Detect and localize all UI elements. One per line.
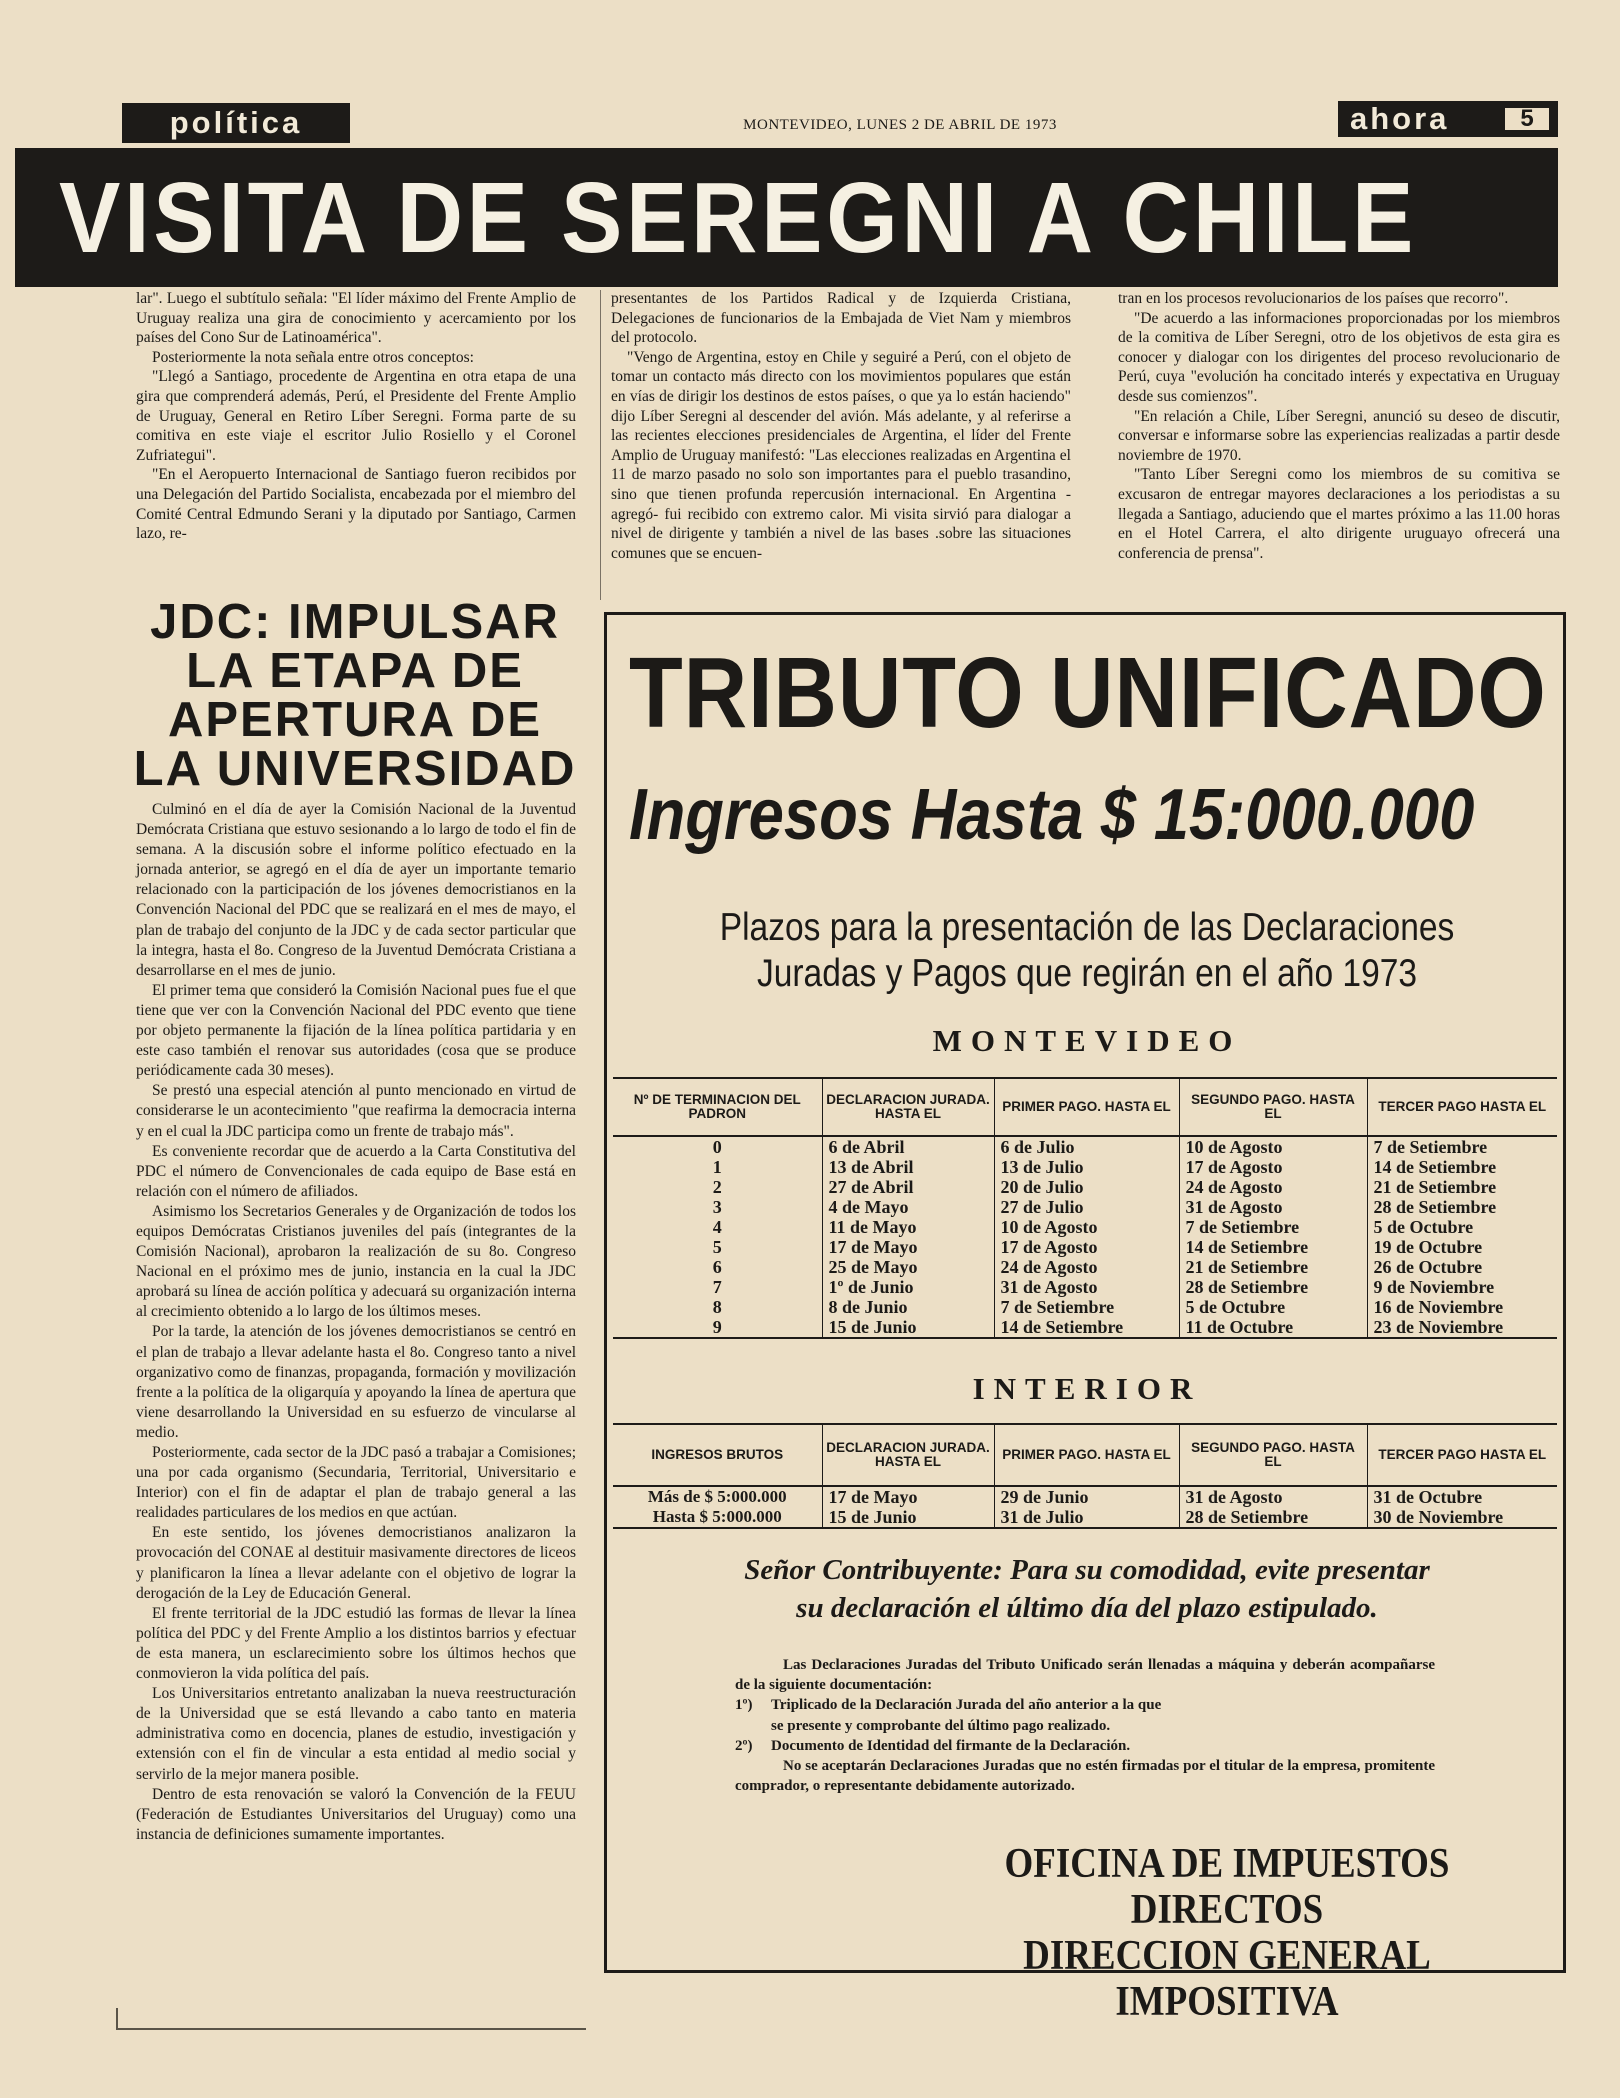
tax-advertisement: [604, 612, 1566, 2025]
table-cell: 24 de Agosto: [994, 1257, 1179, 1277]
table-cell: 7 de Setiembre: [1367, 1136, 1557, 1157]
table-row: [613, 1317, 1557, 1338]
docs-item: [735, 1736, 1435, 1756]
table-row: [613, 1297, 1557, 1317]
jdc-paragraph: Se prestó una especial atención al punto mencionado en virtud de considerarse le un acontecimiento "que reafirma la democracia interna y en el cual la JDC participa como un frente de trabajo más".: [136, 1082, 576, 1140]
table-cell: 17 de Agosto: [1179, 1157, 1367, 1177]
table-cell: 13 de Julio: [994, 1157, 1179, 1177]
jdc-paragraph: El frente territorial de la JDC estudió las formas de llevar la línea política del PDC y del Frente Amplio a los distintos barrios y efectuar de esta manera, un esclarecimiento sobre los últimos hechos que conmovieron la vida política del país.: [136, 1604, 576, 1683]
table-cell: 14 de Setiembre: [1367, 1157, 1557, 1177]
table-cell: 8 de Junio: [822, 1297, 994, 1317]
table-cell: 21 de Setiembre: [1367, 1177, 1557, 1197]
table-cell: 15 de Junio: [822, 1507, 994, 1528]
table-cell: 20 de Julio: [994, 1177, 1179, 1197]
table-cell: 19 de Octubre: [1367, 1237, 1557, 1257]
office-line: OFICINA DE IMPUESTOS DIRECTOS: [1004, 1841, 1450, 1933]
jdc-paragraph: El primer tema que consideró la Comisión Nacional pues fue el que tiene que ver con la Convención Nacional del PDC evento que tiene por objeto permanente la fijación de la línea política partidaria y en este caso también el renovar sus autoridades (cosa que se produce periódicamente cada 30 meses).: [136, 981, 576, 1080]
table-cell: 1: [712, 1157, 722, 1177]
article-paragraph: lar". Luego el subtítulo señala: "El líder máximo del Frente Amplio de Uruguay realiza una gira de conocimiento y acercamiento por los países del Cono Sur de Latinoamérica".: [136, 290, 576, 347]
jdc-headline-line: LA ETAPA DE: [186, 644, 524, 698]
ad-income-limit: Ingresos Hasta $ 15:000.000: [629, 775, 1475, 855]
table-row: [613, 1157, 1557, 1177]
jdc-headline: [120, 595, 590, 796]
table-cell: 27 de Abril: [822, 1177, 994, 1197]
table-row: [613, 1197, 1557, 1217]
jdc-headline-line: JDC: IMPULSAR: [150, 595, 560, 649]
docs-item-number: 2º): [735, 1737, 753, 1754]
article-column-1: [136, 289, 576, 544]
docs-item-text: Documento de Identidad del firmante de la Declaración.: [771, 1737, 1131, 1754]
table-cell: 31 de Agosto: [1179, 1486, 1367, 1507]
table-cell: 21 de Setiembre: [1179, 1257, 1367, 1277]
table-cell: 11 de Mayo: [822, 1217, 994, 1237]
interior-schedule-table: [613, 1423, 1557, 1529]
table-cell: 10 de Agosto: [1179, 1136, 1367, 1157]
docs-item-continuation: se presente y comprobante del último pago realizado.: [771, 1717, 1111, 1734]
table-cell: 5 de Octubre: [1179, 1297, 1367, 1317]
table-cell: Más de $ 5:000.000: [647, 1487, 787, 1506]
taxpayer-advice: [647, 1551, 1527, 1627]
table-cell: 28 de Setiembre: [1367, 1197, 1557, 1217]
table-cell: 5 de Octubre: [1367, 1217, 1557, 1237]
table-row: [613, 1136, 1557, 1157]
table-cell: 14 de Setiembre: [994, 1317, 1179, 1338]
table-cell: 15 de Junio: [822, 1317, 994, 1338]
page-number: 5: [1502, 105, 1552, 133]
table-cell: 27 de Julio: [994, 1197, 1179, 1217]
table-cell: 5: [712, 1237, 722, 1257]
jdc-paragraph: Es conveniente recordar que de acuerdo a la Carta Constitutiva del PDC el número de Convencionales de cada equipo de Base está en relación con el número de afiliados.: [136, 1142, 576, 1200]
column-rule: [600, 290, 601, 600]
column-header: PRIMER PAGO. HASTA EL: [994, 1078, 1179, 1136]
docs-item-text: Triplicado de la Declaración Jurada del año anterior a la que: [771, 1697, 1162, 1714]
table-cell: 4 de Mayo: [822, 1197, 994, 1217]
table-cell: 28 de Setiembre: [1179, 1507, 1367, 1528]
table-cell: 6 de Julio: [994, 1136, 1179, 1157]
advice-line: su declaración el último día del plazo estipulado.: [796, 1592, 1378, 1624]
table-row: [613, 1257, 1557, 1277]
column-header: PRIMER PAGO. HASTA EL: [994, 1424, 1179, 1486]
table-cell: 16 de Noviembre: [1367, 1297, 1557, 1317]
column-header: TERCER PAGO HASTA EL: [1367, 1424, 1557, 1486]
table-cell: 8: [712, 1297, 722, 1317]
office-line: DIRECCION GENERAL IMPOSITIVA: [1023, 1933, 1431, 2025]
jdc-paragraph: En este sentido, los jóvenes democristianos analizaron la provocación del CONAE al destituir masivamente directores de liceos y planificaron la línea a llevar adelante con el objetivo de lograr la derogación de la Ley de Educación General.: [136, 1524, 576, 1602]
table-cell: 30 de Noviembre: [1367, 1507, 1557, 1528]
article-paragraph: "Vengo de Argentina, estoy en Chile y seguiré a Perú, con el objeto de tomar un contacto más directo con los movimientos populares que están en vías de dirigir los destinos de estos países, o que ya lo están haciendo" dijo Líber Seregni al descender del avión. Más adelante, y al referirse a las recientes elecciones presidenciales de Argentina, el líder del Frente Amplio de Uruguay manifestó: "Las elecciones realizadas en Argentina el 11 de marzo pasado no solo son importantes para el pueblo trasandino, sino que tienen profunda repercusión internacional. En Argentina -agregó- fui recibido con extremo calor. Mi visita sirvió para dialogar a nivel de dirigente y también a nivel de las bases .sobre las situaciones comunes que se encuen-: [611, 348, 1071, 562]
table-cell: 25 de Mayo: [822, 1257, 994, 1277]
table-cell: 11 de Octubre: [1179, 1317, 1367, 1338]
issuing-office: [945, 1841, 1508, 2025]
table-cell: 9 de Noviembre: [1367, 1277, 1557, 1297]
article-paragraph: "De acuerdo a las informaciones proporcionadas por los miembros de la comitiva de Líber Seregni, otro de los objetivos de esta gira es conocer y dialogar con los dirigentes del proceso revolucionario de Perú, cuya "evolución ha concitado interés y expectativa en Uruguay desde sus comienzos".: [1118, 309, 1560, 405]
table-cell: 31 de Agosto: [1179, 1197, 1367, 1217]
column-header: Nº DE TERMINACION DEL PADRON: [613, 1078, 822, 1136]
table-header-row: [613, 1424, 1557, 1486]
column-header: DECLARACION JURADA. HASTA EL: [822, 1424, 994, 1486]
docs-note: No se aceptarán Declaraciones Juradas que no estén firmadas por el titular de la empresa, promitente comprador, o representante debidamente autorizado.: [735, 1758, 1435, 1795]
table-cell: 31 de Agosto: [994, 1277, 1179, 1297]
jdc-paragraph: Asimismo los Secretarios Generales y de Organización de todos los equipos Demócratas Cristianos juveniles del país (integrantes de la Comisión Nacional), aprobaron la realización de su 8o. Congreso Nacional en el próximo mes de junio, instancia en la cual la JDC aprobará su línea de acción política y adecuará su organización interna al crecimiento obtenido a lo largo de los últimos meses.: [136, 1202, 576, 1321]
table-cell: 6 de Abril: [822, 1136, 994, 1157]
table-cell: 14 de Setiembre: [1179, 1237, 1367, 1257]
ad-deadlines-line: Plazos para la presentación de las Declaraciones: [719, 906, 1455, 949]
table-cell: 31 de Julio: [994, 1507, 1179, 1528]
article-column-2: [611, 289, 1071, 563]
table-cell: 2: [712, 1177, 722, 1197]
column-header: TERCER PAGO HASTA EL: [1367, 1078, 1557, 1136]
docs-item: [735, 1695, 1435, 1735]
table-row: [613, 1486, 1557, 1507]
article-paragraph: presentantes de los Partidos Radical y de Izquierda Cristiana, Delegaciones de funcionarios de la Embajada de Viet Nam y miembros del protocolo.: [611, 290, 1071, 347]
article-paragraph: "En el Aeropuerto Internacional de Santiago fueron recibidos por una Delegación del Partido Socialista, encabezada por el miembro del Comité Central Edmundo Serani y la diputado por Santiago, Carmen lazo, re-: [136, 466, 576, 543]
jdc-paragraph: Dentro de esta renovación se valoró la Convención de la FEUU (Federación de Estudiantes Universitarios del Uruguay) como una instancia de definiciones sumamente importantes.: [136, 1785, 576, 1843]
region-title-interior: INTERIOR: [972, 1371, 1202, 1406]
article-paragraph: "Tanto Líber Seregni como los miembros de su comitiva se excusaron de entregar mayores declaraciones a los periodistas a su llegada a Santiago, aduciendo que el martes próximo a las 11.00 horas en el Hotel Carrera, el alto dirigente uruguayo ofrecerá una conferencia de prensa".: [1118, 466, 1560, 562]
table-cell: 31 de Octubre: [1367, 1486, 1557, 1507]
table-cell: 29 de Junio: [994, 1486, 1179, 1507]
section-tag: política: [122, 103, 350, 143]
table-header-row: [613, 1078, 1557, 1136]
jdc-article: [136, 800, 576, 1845]
table-row: [613, 1277, 1557, 1297]
table-cell: 17 de Agosto: [994, 1237, 1179, 1257]
table-cell: 7 de Setiembre: [994, 1297, 1179, 1317]
table-cell: 1º de Junio: [822, 1277, 994, 1297]
table-row: [613, 1507, 1557, 1528]
table-cell: 3: [712, 1197, 722, 1217]
article-paragraph: "En relación a Chile, Líber Seregni, anunció su deseo de discutir, conversar e informarse sobre las experiencias realizadas a partir desde noviembre de 1970.: [1118, 407, 1560, 464]
footer-rule: [116, 2008, 586, 2030]
column-header: INGRESOS BRUTOS: [613, 1424, 822, 1486]
article-paragraph: "Llegó a Santiago, procedente de Argentina en otra etapa de una gira que comprenderá además, Perú, el Presidente del Frente Amplio de Uruguay, General en Retiro Líber Seregni. Forma parte de su comitiva en este viaje el escritor Julio Rosiello y el Coronel Zufriategui".: [136, 368, 576, 464]
table-row: [613, 1237, 1557, 1257]
jdc-paragraph: Culminó en el día de ayer la Comisión Nacional de la Juventud Demócrata Cristiana que estuvo sesionando a lo largo de todo el fin de semana. A la discusión sobre el informe político efectuado en la jornada anterior, se agregó en el día de ayer un importante temario relacionado con la participación de los jóvenes democristianos en la Convención Nacional del PDC que se realizará en el mes de mayo, el plan de trabajo del conjunto de la JDC y de cada sector particular que la integra, hasta el 8o. Congreso de la Juventud Demócrata Cristiana a desarrollarse en el mes de junio.: [136, 801, 576, 979]
table-cell: 28 de Setiembre: [1179, 1277, 1367, 1297]
table-cell: 7: [712, 1277, 722, 1297]
table-cell: 26 de Octubre: [1367, 1257, 1557, 1277]
table-cell: 23 de Noviembre: [1367, 1317, 1557, 1338]
montevideo-schedule-table: [613, 1077, 1557, 1339]
advice-line: Señor Contribuyente: Para su comodidad, evite presentar: [744, 1554, 1430, 1586]
jdc-paragraph: Por la tarde, la atención de los jóvenes democristianos se centró en el plan de trabajo a llevar adelante hasta el 8o. Congreso tanto a nivel organizativo como de finanzas, propaganda, formación y movilización frente a la política de la oligarquía y apoyando la línea de apertura que viene desarrollando la Universidad en su esfuerzo de vincularse al medio.: [136, 1323, 576, 1441]
table-cell: 9: [613, 1317, 822, 1338]
documentation-notice: [735, 1655, 1435, 1796]
docs-intro: Las Declaraciones Juradas del Tributo Unificado serán llenadas a máquina y deberán acompañarse de la siguiente documentación:: [735, 1657, 1435, 1694]
ad-title: TRIBUTO UNIFICADO: [629, 637, 1547, 749]
jdc-paragraph: Los Universitarios entretanto analizaban la nueva reestructuración de la Universidad que se está llevando a cabo tanto en materia administrativa como en docencia, planes de estudio, investigación y extensión con el fin de vincular a esta entidad al medio social y servirlo de la mejor manera posible.: [136, 1685, 576, 1783]
table-cell: 4: [712, 1217, 722, 1237]
table-cell: 13 de Abril: [822, 1157, 994, 1177]
main-headline: VISITA DE SEREGNI A CHILE: [59, 162, 1417, 274]
table-cell: 7 de Setiembre: [1179, 1217, 1367, 1237]
article-column-3: [1118, 289, 1560, 563]
region-title-montevideo: MONTEVIDEO: [932, 1023, 1242, 1058]
jdc-paragraph: Posteriormente, cada sector de la JDC pasó a trabajar a Comisiones; una por cada organismo (Secundaria, Territorial, Universitario e Interior) con el fin de adaptar el plan de trabajo general a las realidades particulares de los medios en que actúan.: [136, 1444, 576, 1522]
table-row: [613, 1217, 1557, 1237]
table-cell: 24 de Agosto: [1179, 1177, 1367, 1197]
ad-deadlines-heading: [709, 905, 1466, 997]
column-header: SEGUNDO PAGO. HASTA EL: [1179, 1424, 1367, 1486]
jdc-headline-line: LA UNIVERSIDAD: [133, 742, 577, 796]
table-cell: 17 de Mayo: [822, 1486, 994, 1507]
brand-box: [1338, 101, 1558, 137]
docs-item-number: 1º): [735, 1697, 753, 1714]
jdc-headline-line: APERTURA DE: [167, 693, 543, 747]
column-header: SEGUNDO PAGO. HASTA EL: [1179, 1078, 1367, 1136]
article-paragraph: tran en los procesos revolucionarios de los países que recorro".: [1118, 290, 1509, 307]
table-cell: 6: [712, 1257, 722, 1277]
table-cell: 17 de Mayo: [822, 1237, 994, 1257]
article-paragraph: Posteriormente la nota señala entre otros conceptos:: [152, 348, 474, 366]
column-header: DECLARACION JURADA. HASTA EL: [822, 1078, 994, 1136]
table-cell: Hasta $ 5:000.000: [613, 1507, 822, 1528]
brand-name: ahora: [1350, 101, 1450, 136]
table-row: [613, 1177, 1557, 1197]
headline-band: [15, 148, 1558, 287]
table-cell: 0: [712, 1137, 722, 1157]
table-cell: 10 de Agosto: [994, 1217, 1179, 1237]
ad-deadlines-line: Juradas y Pagos que regirán en el año 1973: [756, 952, 1418, 995]
dateline: MONTEVIDEO, LUNES 2 DE ABRIL DE 1973: [743, 117, 1057, 133]
